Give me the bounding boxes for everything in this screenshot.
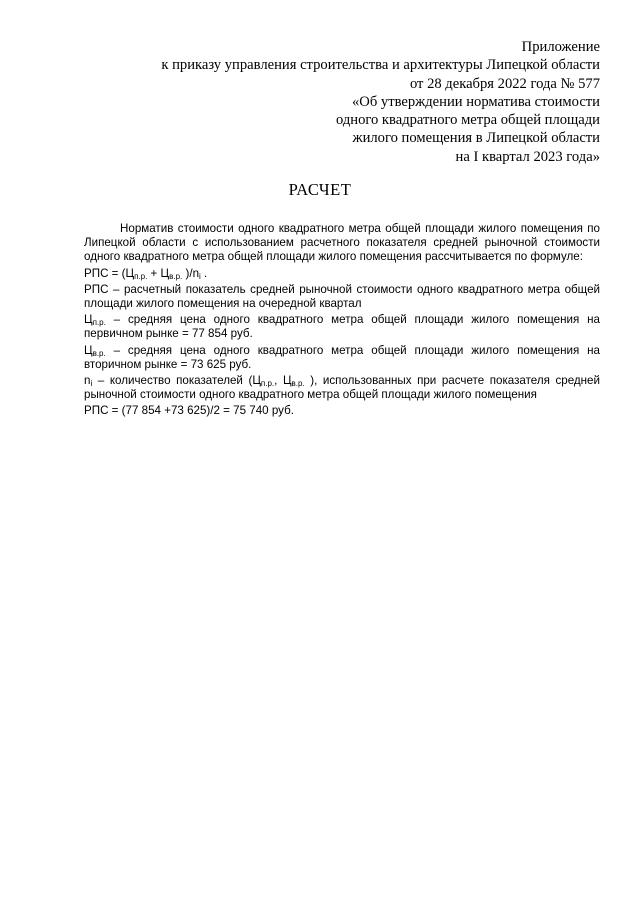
formula-sub-i: i [199,271,201,281]
formula-div: )/n [182,266,200,280]
n-text-b: ), использованных при расчете показателя средней рыночной стоимости одного квадратного метра общей площади жилого помещения [84,374,600,402]
header-line-period: на I квартал 2023 года» [455,148,600,165]
secondary-sub: в.р. [92,348,106,358]
formula-sub-primary: п.р. [134,271,148,281]
formula-plus: + Ц [147,266,170,280]
formula [84,267,600,281]
n-sub: i [90,379,93,389]
rps-definition: РПС – расчетный показатель средней рыночной стоимости одного квадратного метра общей площади жилого помещения на очередной квартал [84,282,600,311]
header-line-appendix: Приложение [521,39,600,55]
secondary-text: – средняя цена одного квадратного метра общей площади жилого помещения на вторичном рынке = 73 625 руб. [84,343,600,371]
header-line-subject-2: одного квадратного метра общей площади [335,112,600,129]
header-line-date: от 28 декабря 2022 года № 577 [409,75,600,92]
result-line: РПС = (77 854 +73 625)/2 = 75 740 руб. [84,404,294,418]
primary-text: – средняя цена одного квадратного метра общей площади жилого помещения на первичном рынке = 77 854 руб. [84,313,600,341]
secondary-market-definition [84,344,600,372]
n-sub-primary: п.р. [260,379,275,389]
formula-end: . [200,266,208,280]
count-definition [84,374,600,402]
intro-paragraph: Норматив стоимости одного квадратного метра общей площади жилого помещения по Липецкой области с использованием расчетного показателя средней рыночной стоимости одного квадратного метра общей площади жилого помещения рассчитывается по формуле: [84,222,600,264]
primary-market-definition [84,313,600,341]
header-line-order: к приказу управления строительства и архитектуры Липецкой области [161,57,600,74]
n-sep: , Ц [274,374,292,388]
secondary-symbol: Ц [84,343,93,357]
document-title: РАСЧЕТ [288,180,352,199]
header-line-subject-3: жилого помещения в Липецкой области [352,130,600,147]
primary-sub: п.р. [92,318,106,328]
n-text-a: – количество показателей (Ц [92,374,261,388]
header-line-subject-1: «Об утверждении норматива стоимости [352,93,600,110]
formula-sub-secondary: в.р. [169,271,183,281]
document-body [84,222,600,421]
n-symbol: n [84,374,91,388]
primary-symbol: Ц [84,313,93,327]
appendix-header [80,38,600,166]
n-sub-secondary: в.р. [291,379,305,389]
formula-prefix: РПС = (Ц [84,266,135,280]
